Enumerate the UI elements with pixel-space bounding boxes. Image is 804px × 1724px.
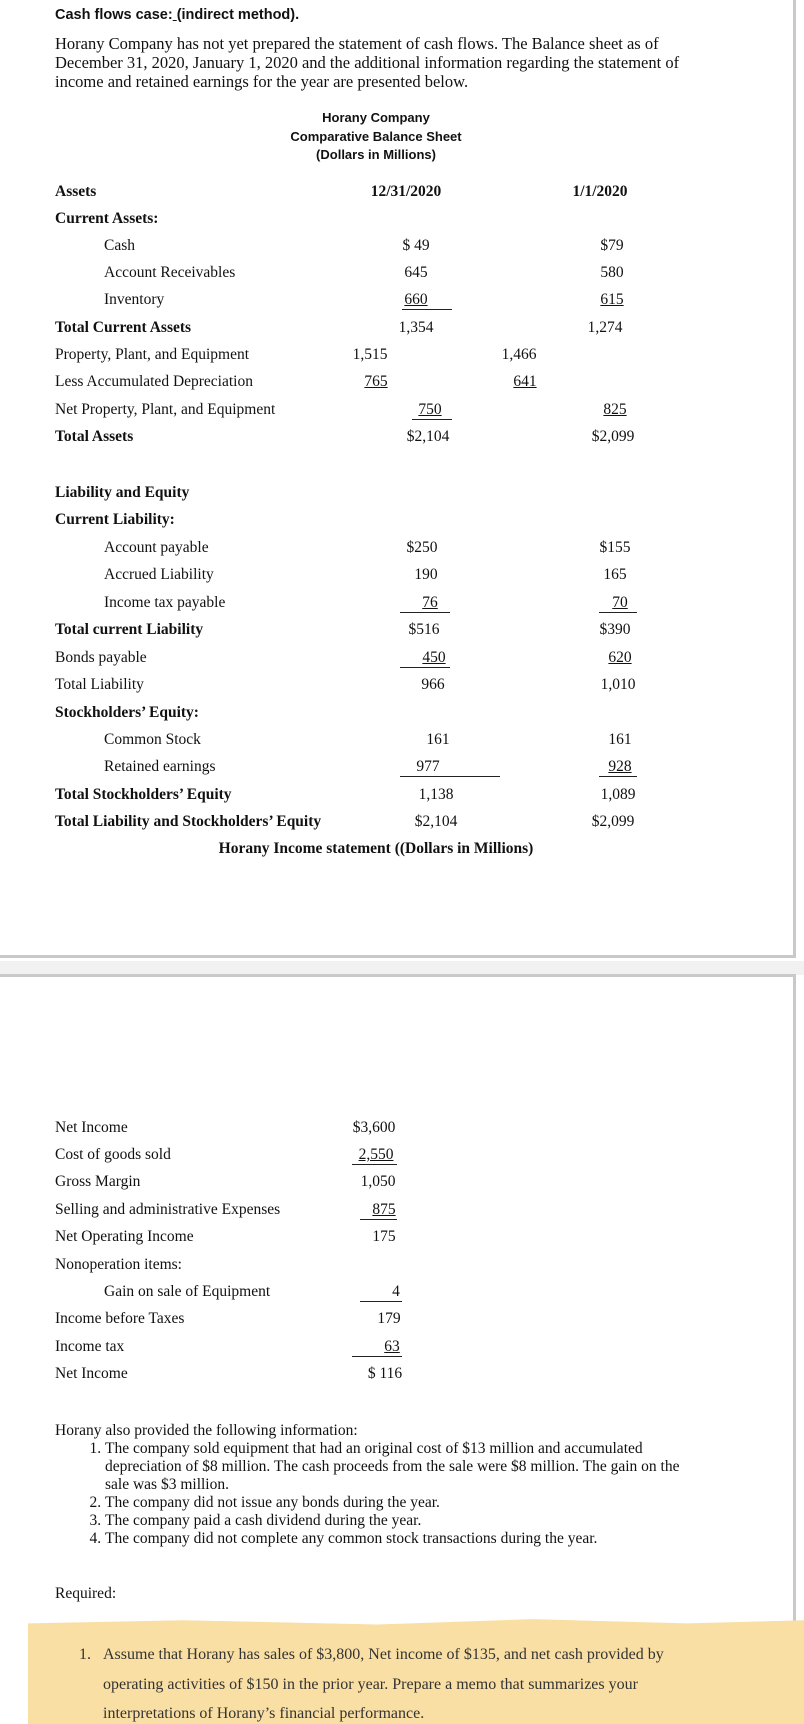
is-gain-value: 4 <box>392 1283 400 1300</box>
is-noi-value: 175 <box>372 1228 396 1245</box>
tse-label: Total Stockholders’ Equity <box>55 786 232 803</box>
tse-2020-start: 1,089 <box>600 786 636 803</box>
is-sga-label: Selling and administrative Expenses <box>55 1201 281 1218</box>
re-rule-start <box>599 776 637 777</box>
list-item: 3. The company paid a cash dividend during the year. <box>105 1512 695 1530</box>
ar-2020-start: 580 <box>600 264 624 281</box>
page-gap <box>0 961 804 975</box>
current-assets-header: Current Assets: <box>55 210 159 227</box>
total-liab-label: Total Liability <box>55 676 144 693</box>
ap-label: Account payable <box>104 539 209 556</box>
assets-header: Assets <box>55 183 97 200</box>
common-2020-start: 161 <box>608 731 632 748</box>
common-label: Common Stock <box>104 731 201 748</box>
inventory-rule-end <box>402 309 452 310</box>
tse-2020-end: 1,138 <box>418 786 454 803</box>
accrued-label: Accrued Liability <box>104 566 214 583</box>
list-item: 1. The company sold equipment that had an original cost of $13 million and accumulated depreciation of $8 million. The cash proceeds from the sale were $8 million. The gain on the sale was $3 million. <box>105 1440 695 1494</box>
tcl-2020-end: $516 <box>408 621 440 638</box>
is-gain-rule <box>360 1301 402 1302</box>
required-item <box>79 1640 703 1724</box>
bonds-2020-end: 450 <box>422 649 446 666</box>
re-label: Retained earnings <box>104 758 216 775</box>
inventory-2020-end: 660 <box>404 291 428 308</box>
accrued-2020-end: 190 <box>414 566 438 583</box>
liab-equity-header: Liability and Equity <box>55 484 190 501</box>
additional-info <box>55 1422 695 1548</box>
is-net-income-top-label: Net Income <box>55 1119 128 1136</box>
itp-2020-end: 76 <box>422 594 438 611</box>
intro-paragraph: Horany Company has not yet prepared the statement of cash flows. The Balance sheet as of December 31, 2020, January 1, 2020 and the additional information regarding the statement of income and retained earnings for the year are presented below. <box>55 34 680 91</box>
additional-info-list <box>105 1440 695 1548</box>
total-liab-2020-end: 966 <box>421 676 445 693</box>
bs-title-units: (Dollars in Millions) <box>316 147 436 162</box>
case-heading-prefix: Cash flows case: <box>55 7 173 23</box>
inventory-2020-start: 615 <box>600 291 624 308</box>
acc-dep-2020-end: 765 <box>364 373 388 390</box>
is-ni-value: $ 116 <box>367 1365 403 1382</box>
itp-rule-start <box>599 612 637 613</box>
bs-title-company: Horany Company <box>322 110 430 125</box>
list-item: 2. The company did not issue any bonds during the year. <box>105 1494 695 1512</box>
is-ni-label: Net Income <box>55 1365 128 1382</box>
additional-info-intro: Horany also provided the following information: <box>55 1422 358 1439</box>
net-ppe-2020-start: 825 <box>603 401 627 418</box>
income-statement-title: Horany Income statement ((Dollars in Millions) <box>218 840 534 857</box>
ppe-label: Property, Plant, and Equipment <box>55 346 250 363</box>
is-gross-value: 1,050 <box>360 1173 396 1190</box>
required-label: Required: <box>55 1585 117 1602</box>
total-assets-2020-end: $2,104 <box>406 428 450 445</box>
is-cogs-value: 2,550 <box>358 1146 394 1163</box>
total-assets-label: Total Assets <box>55 428 134 445</box>
net-ppe-2020-end: 750 <box>418 401 442 418</box>
bonds-label: Bonds payable <box>55 649 147 666</box>
total-assets-2020-start: $2,099 <box>591 428 635 445</box>
re-rule-end <box>400 776 500 777</box>
cash-2020-end: $ 49 <box>402 237 430 254</box>
bonds-rule-end <box>400 667 450 668</box>
is-cogs-label: Cost of goods sold <box>55 1146 171 1163</box>
col-header-2020-start: 1/1/2020 <box>572 183 628 200</box>
is-tax-label: Income tax <box>55 1338 125 1355</box>
acc-dep-label: Less Accumulated Depreciation <box>55 373 253 390</box>
ar-2020-end: 645 <box>404 264 428 281</box>
total-liab-2020-start: 1,010 <box>600 676 636 693</box>
ppe-2020-end: 1,515 <box>352 346 388 363</box>
cash-label: Cash <box>104 237 135 254</box>
tlse-2020-start: $2,099 <box>591 813 635 830</box>
ar-label: Account Receivables <box>104 264 236 281</box>
ppe-2020-start: 1,466 <box>501 346 537 363</box>
is-tax-rule <box>352 1356 402 1357</box>
acc-dep-2020-start: 641 <box>513 373 537 390</box>
itp-rule-end <box>400 612 450 613</box>
list-item: 4. The company did not complete any common stock transactions during the year. <box>105 1530 695 1548</box>
tlse-label: Total Liability and Stockholders’ Equity <box>55 813 322 830</box>
required-item-number: 1. <box>79 1646 91 1663</box>
current-liab-header: Current Liability: <box>55 511 175 528</box>
is-nonop-label: Nonoperation items: <box>55 1256 182 1273</box>
inventory-label: Inventory <box>104 291 165 308</box>
is-sga-value: 875 <box>372 1201 396 1218</box>
case-heading-suffix: (indirect method). <box>176 7 300 23</box>
tcl-label: Total current Liability <box>55 621 204 638</box>
tca-2020-end: 1,354 <box>398 319 434 336</box>
case-heading <box>55 6 299 24</box>
itp-label: Income tax payable <box>104 594 226 611</box>
se-header: Stockholders’ Equity: <box>55 704 199 721</box>
bonds-2020-start: 620 <box>608 649 632 666</box>
is-gain-label: Gain on sale of Equipment <box>104 1283 271 1300</box>
tca-label: Total Current Assets <box>55 319 192 336</box>
itp-2020-start: 70 <box>612 594 628 611</box>
net-ppe-rule-end <box>412 419 452 420</box>
is-cogs-rule <box>352 1164 397 1165</box>
is-tax-value: 63 <box>384 1338 400 1355</box>
tlse-2020-end: $2,104 <box>414 813 458 830</box>
required-item-text: Assume that Horany has sales of $3,800, Net income of $135, and net cash provided by operating activities of $150 in the prior year. Prepare a memo that summarizes your interpretations of Horany’s financial performance. <box>103 1646 664 1722</box>
tca-2020-start: 1,274 <box>587 319 623 336</box>
bs-title-comparative: Comparative Balance Sheet <box>290 129 462 144</box>
is-ibt-label: Income before Taxes <box>55 1310 185 1327</box>
ap-2020-end: $250 <box>406 539 438 556</box>
is-sga-rule <box>360 1219 397 1220</box>
common-2020-end: 161 <box>426 731 450 748</box>
is-noi-label: Net Operating Income <box>55 1228 194 1245</box>
net-ppe-label: Net Property, Plant, and Equipment <box>55 401 276 418</box>
tcl-2020-start: $390 <box>599 621 631 638</box>
accrued-2020-start: 165 <box>603 566 627 583</box>
re-2020-start: 928 <box>608 758 632 775</box>
ap-2020-start: $155 <box>599 539 631 556</box>
is-gross-label: Gross Margin <box>55 1173 141 1190</box>
is-ibt-value: 179 <box>377 1310 401 1327</box>
re-2020-end: 977 <box>416 758 440 775</box>
cash-2020-start: $79 <box>600 237 624 254</box>
col-header-2020-end: 12/31/2020 <box>370 183 442 200</box>
is-net-income-top-value: $3,600 <box>352 1119 396 1136</box>
